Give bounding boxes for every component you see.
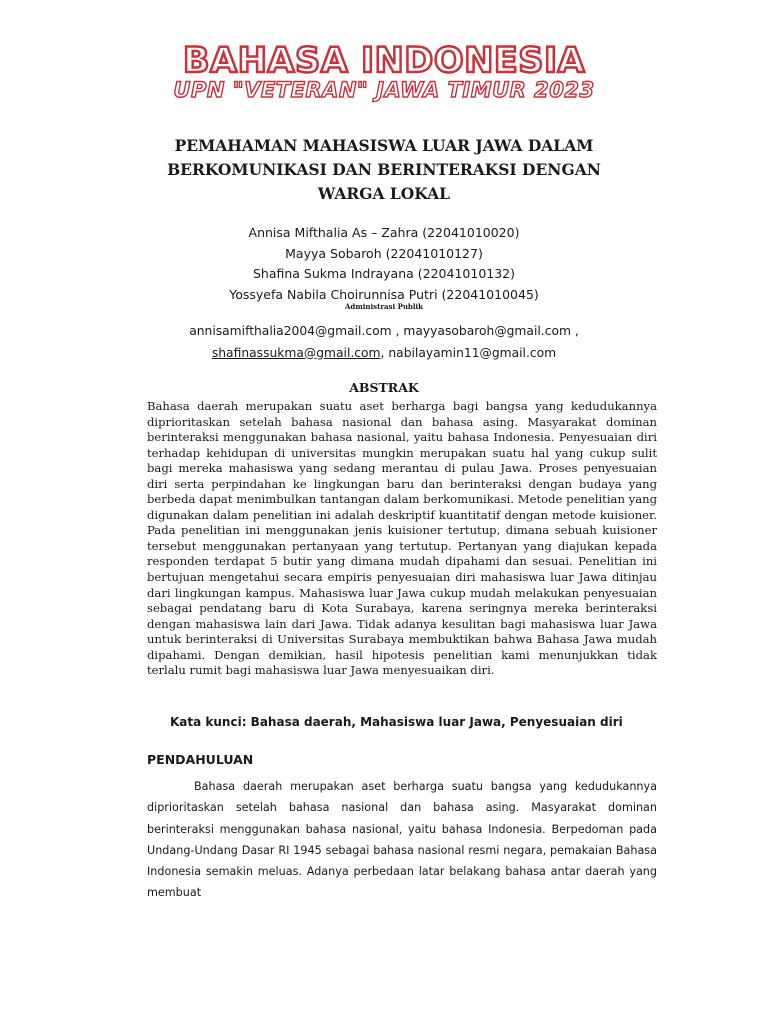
abstract-heading: ABSTRAK [349, 380, 419, 395]
email-list [100, 321, 668, 364]
author-name: Yossyefa Nabila Choirunnisa Putri (22041010045) [229, 286, 539, 302]
author-name: Mayya Sobaroh (22041010127) [285, 245, 483, 261]
email-link[interactable]: shafinassukma@gmail.com [211, 345, 381, 360]
section-heading: PENDAHULUAN [147, 752, 254, 767]
author-list [100, 223, 668, 305]
email-text: , nabilayamin11@gmail.com [380, 345, 557, 360]
paper-title: PEMAHAMAN MAHASISWA LUAR JAWA DALAM BERKOMUNIKASI DAN BERINTERAKSI DENGAN WARGA LOKAL [167, 136, 601, 203]
author-name: Annisa Mifthalia As – Zahra (22041010020) [248, 225, 520, 240]
banner-title: BAHASA INDONESIA [182, 41, 586, 81]
affiliation: Administrasi Publik [345, 302, 423, 311]
intro-paragraph: Bahasa daerah merupakan aset berharga suatu bangsa yang kedudukannya diprioritaskan setelah bahasa nasional dan bahasa asing. Masyarakat dominan berinteraksi menggunakan bahasa nasional, yaitu bahasa Indonesia. Berpedoman pada Undang-Undang Dasar RI 1945 sebagai bahasa nasional resmi negara, pemakaian Bahasa Indonesia semakin meluas. Adanya perbedaan latar belakang bahasa antar daerah yang membuat [147, 780, 657, 900]
email-line [100, 343, 668, 365]
email-line: annisamifthalia2004@gmail.com , mayyasobaroh@gmail.com , [189, 324, 579, 338]
banner-subtitle: UPN "VETERAN" JAWA TIMUR 2023 [173, 78, 595, 102]
abstract-body: Bahasa daerah merupakan suatu aset berharga bagi bangsa yang kedudukannya diprioritaskan setelah bahasa nasional dan bahasa asing. Masyarakat dominan berinteraksi menggunakan bahasa nasional, yaitu bahasa Indonesia. Penyesuaian diri terhadap kehidupan di universitas mungkin merupakan suatu hal yang cukup sulit bagi mereka mahasiswa yang sedang merantau di pulau Jawa. Proses penyesuaian diri serta perpindahan ke lingkungan baru dan berinteraksi dengan budaya yang berbeda dapat menimbulkan tantangan dalam berkomunikasi. Metode penelitian yang digunakan dalam penelitian ini adalah deskriptif kuantitatif dengan metode kuisioner. Pada penelitian ini menggunakan jenis kuisioner tertutup, dimana sebuah kuisioner tersebut menggunakan pertanyaan yang tertutup. Pertanyan yang diajukan kepada responden terdapat 5 butir yang dimana mudah dipahami dan sesuai. Penelitian ini bertujuan mengetahui secara empiris penyesuaian diri mahasiswa luar Jawa ditinjau dari lingkungan kampus. Mahasiswa luar Jawa cukup mudah melakukan penyesuaian sebagai pendatang baru di Kota Surabaya, karena seringnya mereka berinteraksi dengan mahasiswa lain dari Jawa. Tidak adanya kesulitan bagi mahasiswa luar Jawa untuk berinteraksi di Universitas Surabaya membuktikan bahwa Bahasa Jawa mudah dipahami. Dengan demikian, hasil hipotesis penelitian kami menunjukkan tidak terlalu rumit bagi mahasiswa luar Jawa menyesuaikan diri. [147, 399, 657, 678]
author-name: Shafina Sukma Indrayana (22041010132) [252, 266, 516, 282]
keywords: Kata kunci: Bahasa daerah, Mahasiswa luar Jawa, Penyesuaian diri [170, 715, 623, 729]
